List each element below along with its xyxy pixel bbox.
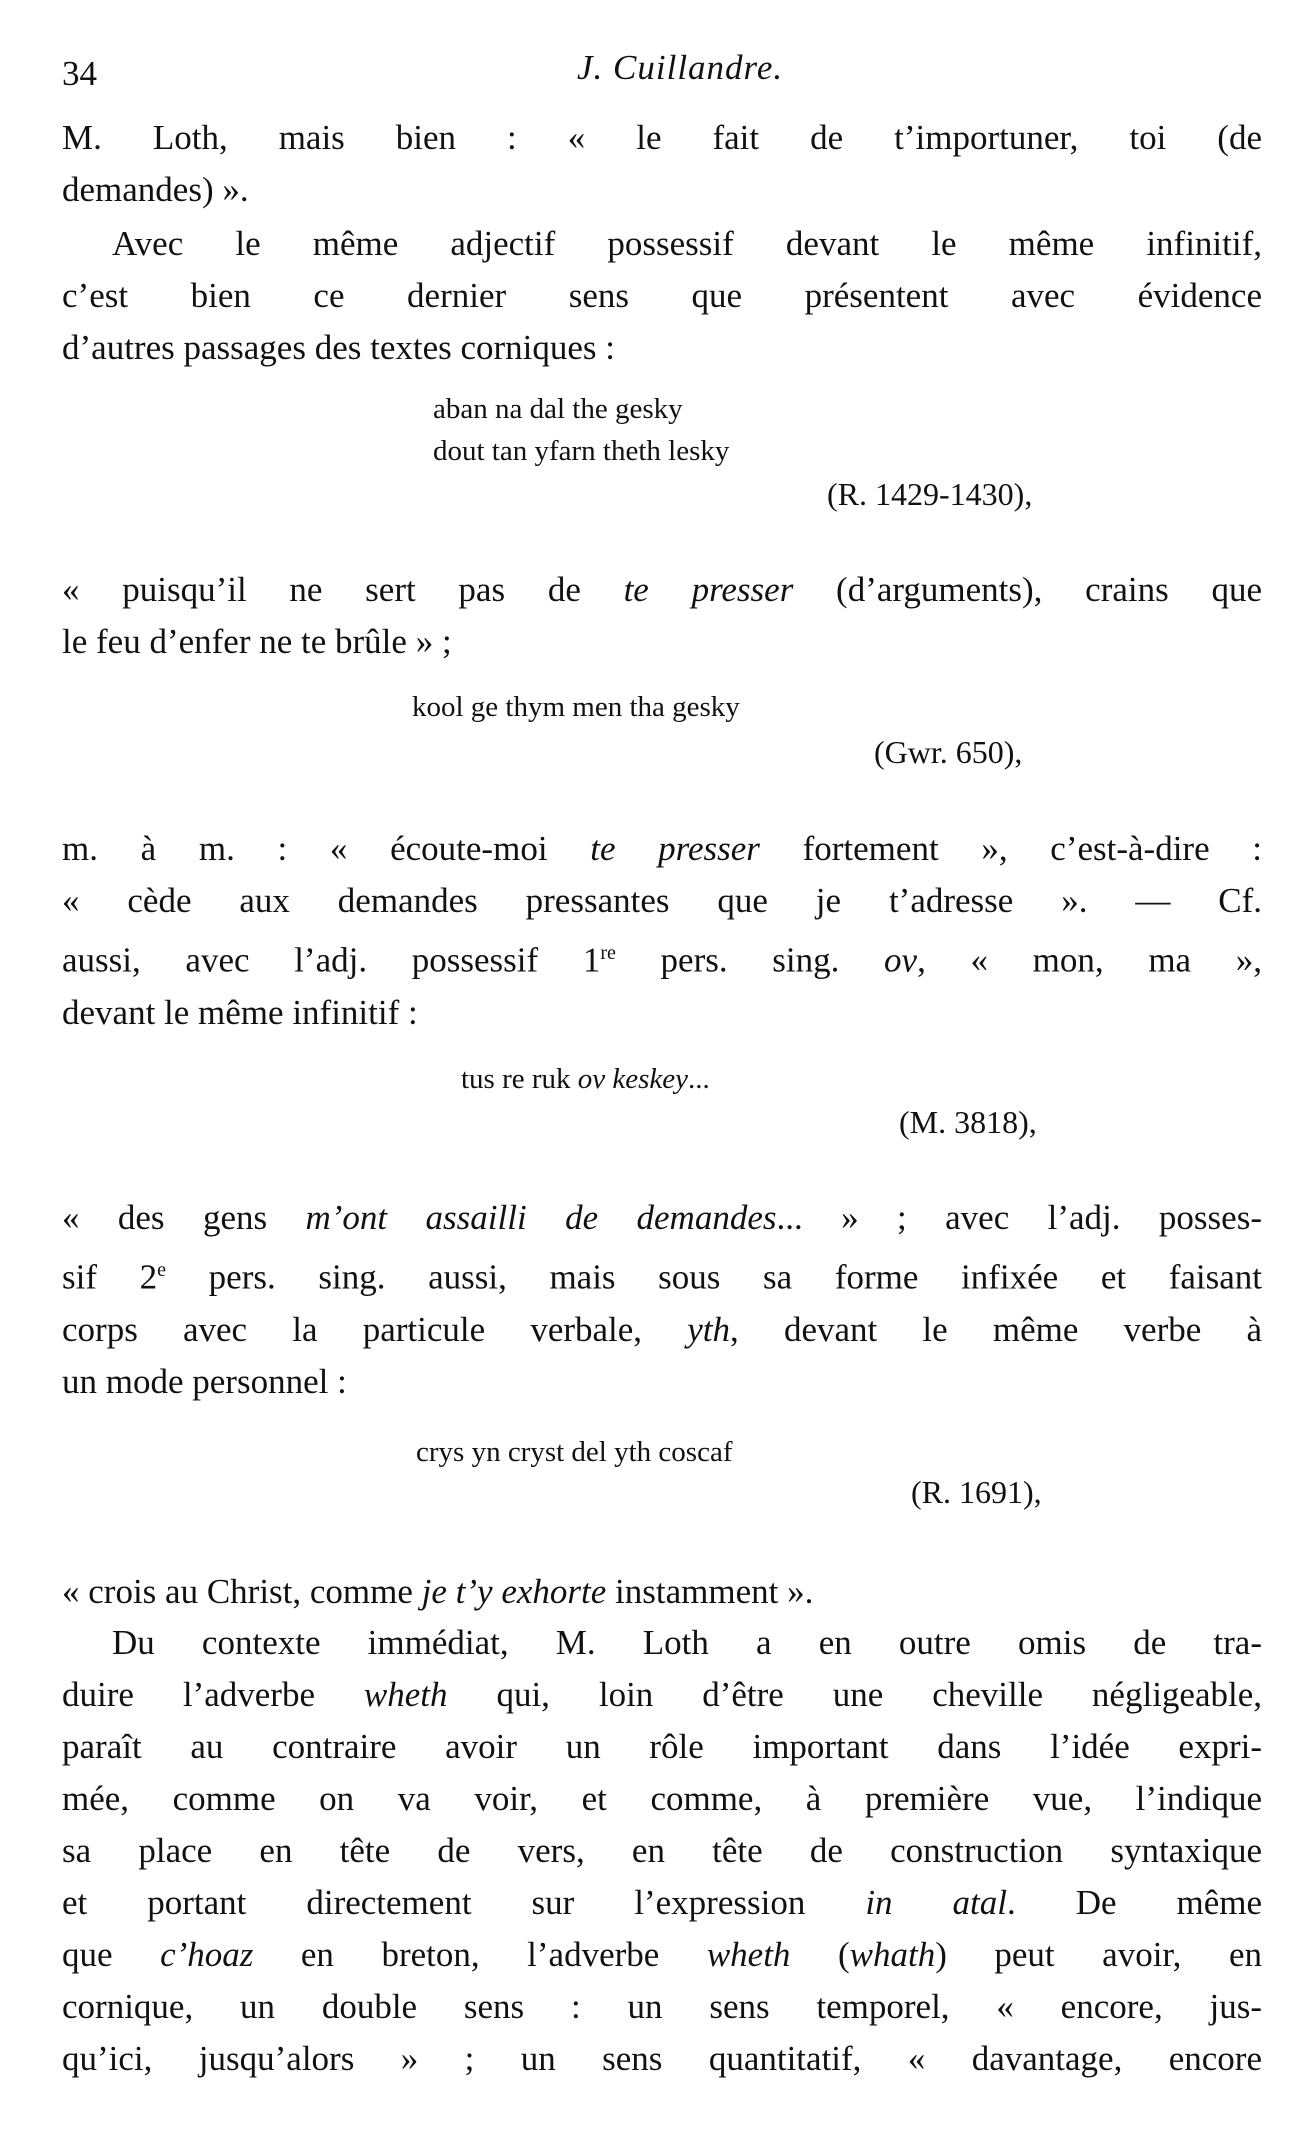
text-line: « puisqu’il ne sert pas de te presser (d’arguments), crains que bbox=[62, 570, 1262, 609]
verse-line: aban na dal the gesky bbox=[433, 393, 683, 425]
text-line: mée, comme on va voir, et comme, à première vue, l’indique bbox=[62, 1779, 1262, 1818]
text-line: sa place en tête de vers, en tête de construction syntaxique bbox=[62, 1831, 1262, 1870]
italic-term: m’ont assailli de demandes bbox=[305, 1198, 777, 1237]
italic-term: c’hoaz bbox=[160, 1935, 254, 1974]
paragraph-2 bbox=[62, 218, 1262, 374]
page-number: 34 bbox=[62, 54, 97, 93]
italic-term: ov bbox=[884, 940, 918, 980]
text-line: paraît au contraire avoir un rôle important dans l’idée expri- bbox=[62, 1727, 1262, 1766]
paragraph-6 bbox=[62, 1566, 1262, 1618]
verse-reference-3: (M. 3818), bbox=[899, 1104, 1037, 1140]
italic-term: je t’y exhorte bbox=[421, 1572, 607, 1611]
text-line: « des gens m’ont assailli de demandes... » ; avec l’adj. posses- bbox=[62, 1198, 1262, 1237]
text-line: « cède aux demandes pressantes que je t’adresse ». — Cf. bbox=[62, 881, 1262, 920]
verse-line: dout tan yfarn theth lesky bbox=[433, 435, 730, 467]
italic-term: te presser bbox=[623, 570, 794, 609]
paragraph-5 bbox=[62, 1192, 1262, 1408]
verse-quote-1 bbox=[433, 388, 729, 472]
italic-term: wheth bbox=[706, 1935, 791, 1974]
verse-quote-2 bbox=[412, 686, 740, 728]
verse-line: tus re ruk ov keskey... bbox=[461, 1063, 710, 1095]
italic-term: in atal bbox=[865, 1883, 1007, 1922]
verse-reference-1: (R. 1429-1430), bbox=[827, 476, 1033, 512]
running-head: J. Cuillandre. bbox=[577, 48, 784, 87]
text-line: m. à m. : « écoute-moi te presser fortement », c’est-à-dire : bbox=[62, 829, 1263, 868]
text-line: le feu d’enfer ne te brûle » ; bbox=[62, 622, 452, 661]
text-line: duire l’adverbe wheth qui, loin d’être une cheville négligeable, bbox=[62, 1675, 1262, 1714]
text-line: d’autres passages des textes corniques : bbox=[62, 328, 616, 367]
text-line: que c’hoaz en breton, l’adverbe wheth (whath) peut avoir, en bbox=[62, 1935, 1262, 1974]
text-line: et portant directement sur l’expression in atal. De même bbox=[62, 1883, 1262, 1922]
paragraph-1 bbox=[62, 112, 1262, 216]
verse-quote-3 bbox=[461, 1058, 710, 1100]
text-line: un mode personnel : bbox=[62, 1361, 347, 1401]
verse-reference-2: (Gwr. 650), bbox=[874, 734, 1023, 770]
paragraph-3 bbox=[62, 564, 1262, 668]
verse-quote-4 bbox=[416, 1431, 732, 1473]
text-line: M. Loth, mais bien : « le fait de t’importuner, toi (de bbox=[62, 118, 1262, 157]
italic-term: wheth bbox=[363, 1675, 448, 1714]
text-line: aussi, avec l’adj. possessif 1re pers. sing. ov, « mon, ma », bbox=[62, 940, 1263, 980]
italic-term: te presser bbox=[590, 829, 760, 868]
text-line: demandes) ». bbox=[62, 170, 249, 209]
text-line: corps avec la particule verbale, yth, devant le même verbe à bbox=[62, 1309, 1262, 1349]
verse-line: crys yn cryst del yth coscaf bbox=[416, 1436, 733, 1468]
text-line: qu’ici, jusqu’alors » ; un sens quantitatif, « davantage, encore bbox=[62, 2039, 1262, 2078]
text-line: devant le même infinitif : bbox=[62, 992, 418, 1032]
text-line: cornique, un double sens : un sens temporel, « encore, jus- bbox=[62, 1987, 1262, 2026]
text-line: Avec le même adjectif possessif devant le même infinitif, bbox=[112, 224, 1262, 263]
text-line: « crois au Christ, comme je t’y exhorte instamment ». bbox=[62, 1572, 814, 1611]
verse-reference-4: (R. 1691), bbox=[911, 1474, 1042, 1510]
page-header bbox=[62, 48, 1262, 98]
italic-term: yth bbox=[687, 1309, 731, 1349]
verse-line: kool ge thym men tha gesky bbox=[412, 691, 740, 723]
italic-term: whath bbox=[849, 1935, 936, 1974]
text-line: Du contexte immédiat, M. Loth a en outre omis de tra- bbox=[112, 1623, 1262, 1662]
text-line: c’est bien ce dernier sens que présentent avec évidence bbox=[62, 276, 1262, 315]
text-line: sif 2e pers. sing. aussi, mais sous sa forme infixée et faisant bbox=[62, 1257, 1263, 1297]
paragraph-4 bbox=[62, 823, 1262, 1039]
paragraph-7 bbox=[62, 1617, 1262, 2085]
